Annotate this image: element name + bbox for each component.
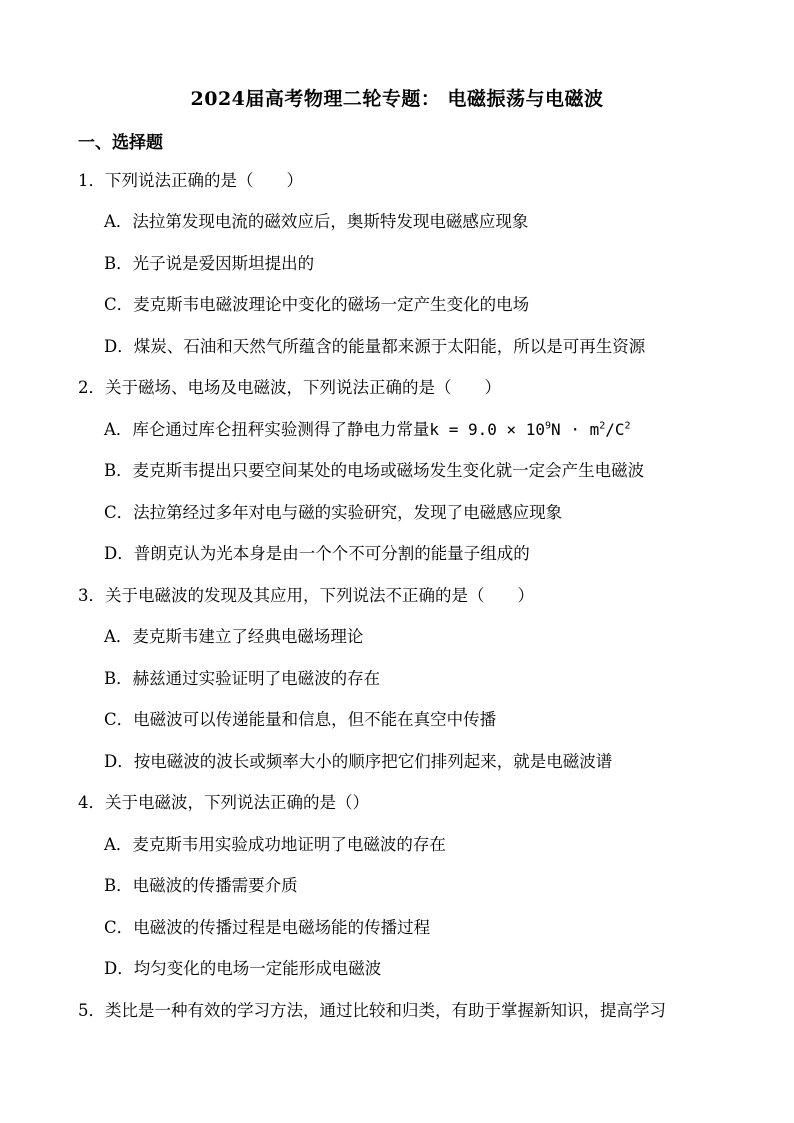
question-1-stem: 1．下列说法正确的是（ ） [78,171,303,190]
question-2-stem: 2．关于磁场、电场及电磁波，下列说法正确的是（ ） [78,378,501,397]
question-4-stem: 4．关于电磁波，下列说法正确的是（） [78,793,369,812]
question-3-option-a: A．麦克斯韦建立了经典电磁场理论 [104,627,364,646]
question-3-option-b: B．赫兹通过实验证明了电磁波的存在 [104,669,381,688]
question-2-option-d: D．普朗克认为光本身是由一个个不可分割的能量子组成的 [104,544,530,563]
question-3-stem: 3．关于电磁波的发现及其应用，下列说法不正确的是（ ） [78,586,534,605]
question-1-option-d: D．煤炭、石油和天然气所蕴含的能量都来源于太阳能，所以是可再生资源 [104,337,646,356]
question-4-option-d: D．均匀变化的电场一定能形成电磁波 [104,959,382,978]
question-1-option-a: A．法拉第发现电流的磁效应后，奥斯特发现电磁感应现象 [104,212,529,231]
document-title: 2024届高考物理二轮专题： 电磁振荡与电磁波 [190,88,604,110]
question-1-option-c: C．麦克斯韦电磁波理论中变化的磁场一定产生变化的电场 [104,295,530,314]
question-5-stem: 5．类比是一种有效的学习方法，通过比较和归类，有助于掌握新知识，提高学习 [78,1001,666,1020]
question-2-option-a-text: A．库仑通过库仑扭秤实验测得了静电力常量 [104,420,430,439]
coulomb-constant-formula: $k = 9.0 \times 10^9N \cdot m^2/C^2$ [429,420,631,439]
question-2-option-c: C．法拉第经过多年对电与磁的实验研究，发现了电磁感应现象 [104,503,563,522]
question-3-option-d: D．按电磁波的波长或频率大小的顺序把它们排列起来，就是电磁波谱 [104,752,613,771]
question-4-option-b: B．电磁波的传播需要介质 [104,876,298,895]
question-3-option-c: C．电磁波可以传递能量和信息，但不能在真空中传播 [104,710,497,729]
question-1-option-b: B．光子说是爱因斯坦提出的 [104,254,315,273]
question-2-option-b: B．麦克斯韦提出只要空间某处的电场或磁场发生变化就一定会产生电磁波 [104,461,645,480]
question-4-option-c: C．电磁波的传播过程是电磁场能的传播过程 [104,918,431,937]
section-heading: 一、选择题 [78,133,163,153]
question-2-option-a [104,419,631,441]
question-4-option-a: A．麦克斯韦用实验成功地证明了电磁波的存在 [104,835,446,854]
